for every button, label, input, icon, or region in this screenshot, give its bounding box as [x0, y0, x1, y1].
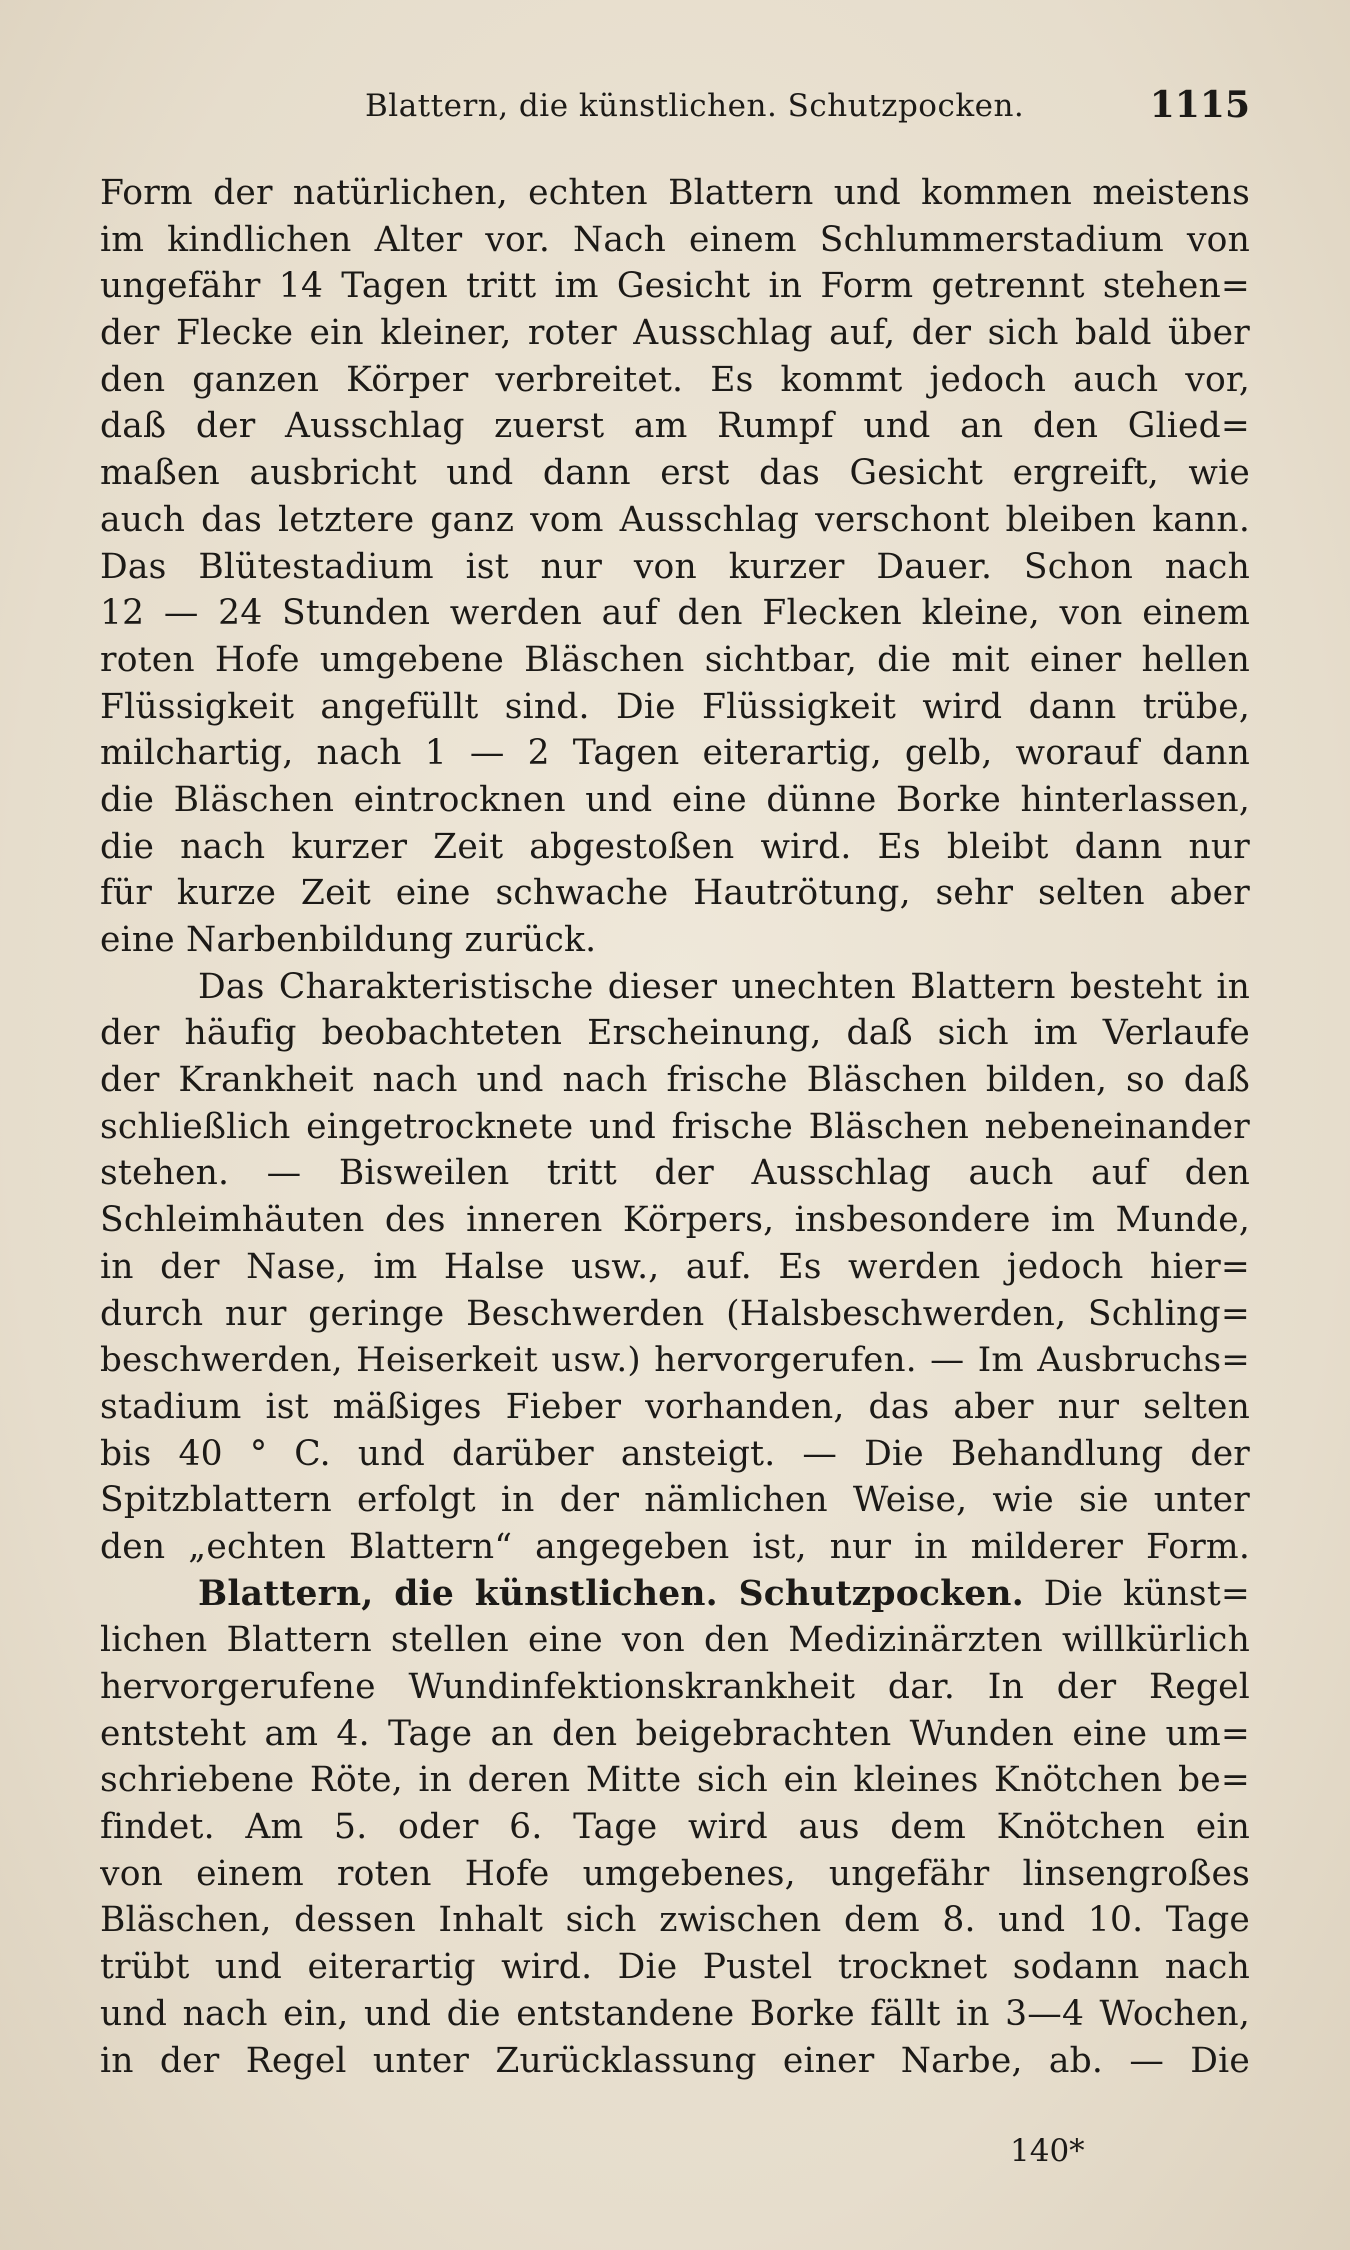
text-line: stehen. — Bisweilen tritt der Ausschlag auch auf den — [100, 1153, 1250, 1194]
text-line: 12 — 24 Stunden werden auf den Flecken kleine, von einem — [100, 593, 1250, 634]
text-line: die Bläschen eintrocknen und eine dünne Borke hinterlassen, — [100, 779, 1250, 820]
text-line: lichen Blattern stellen eine von den Medizinärzten willkürlich — [100, 1620, 1250, 1661]
text-line: bis 40 ° C. und darüber ansteigt. — Die Behandlung der — [100, 1433, 1250, 1474]
text-line: Form der natürlichen, echten Blattern und kommen meistens — [100, 173, 1250, 213]
text-line: ungefähr 14 Tagen tritt im Gesicht in Form getrennt stehen= — [100, 266, 1250, 307]
text-line: stadium ist mäßiges Fieber vorhanden, das aber nur selten — [100, 1386, 1250, 1427]
entry-first-line-rest: Die künst= — [1023, 1573, 1250, 1614]
text-line: Schleimhäuten des inneren Körpers, insbesondere im Munde, — [100, 1200, 1250, 1241]
text-line: maßen ausbricht und dann erst das Gesicht ergreift, wie — [100, 453, 1250, 494]
text-line: von einem roten Hofe umgebenes, ungefähr linsengroßes — [100, 1853, 1250, 1894]
text-line: auch das letztere ganz vom Ausschlag verschont bleiben kann. — [100, 499, 1250, 540]
text-line: im kindlichen Alter vor. Nach einem Schlummerstadium von — [100, 219, 1250, 260]
text-line: der Krankheit nach und nach frische Bläschen bilden, so daß — [100, 1060, 1250, 1101]
body-text — [100, 170, 1250, 2084]
page-number: 1115 — [1149, 84, 1250, 126]
text-line: daß der Ausschlag zuerst am Rumpf und an den Glied= — [100, 406, 1250, 447]
text-line: Flüssigkeit angefüllt sind. Die Flüssigkeit wird dann trübe, — [100, 686, 1250, 727]
text-line: findet. Am 5. oder 6. Tage wird aus dem Knötchen ein — [100, 1807, 1250, 1848]
text-line: die nach kurzer Zeit abgestoßen wird. Es bleibt dann nur — [100, 826, 1250, 867]
text-line: Das Charakteristische dieser unechten Blattern besteht in — [198, 966, 1250, 1007]
entry-heading: Blattern, die künstlichen. Schutzpocken. — [198, 1573, 1024, 1614]
text-line: der Flecke ein kleiner, roter Ausschlag auf, der sich bald über — [100, 313, 1250, 354]
text-line: schriebene Röte, in deren Mitte sich ein kleines Knötchen be= — [100, 1760, 1250, 1801]
running-head: Blattern, die künstlichen. Schutzpocken. — [365, 88, 1025, 124]
text-line: eine Narbenbildung zurück. — [100, 920, 597, 960]
text-line: beschwerden, Heiserkeit usw.) hervorgerufen. — Im Ausbruchs= — [100, 1340, 1250, 1381]
text-line: trübt und eiterartig wird. Die Pustel trocknet sodann nach — [100, 1947, 1250, 1988]
text-line: Spitzblattern erfolgt in der nämlichen Weise, wie sie unter — [100, 1480, 1250, 1521]
entry-first-line — [100, 1571, 1250, 1618]
text-line: durch nur geringe Beschwerden (Halsbeschwerden, Schling= — [100, 1293, 1250, 1334]
text-line: entsteht am 4. Tage an den beigebrachten Wunden eine um= — [100, 1713, 1250, 1754]
page-header — [100, 84, 1250, 138]
text-line: in der Regel unter Zurücklassung einer Narbe, ab. — Die — [100, 2040, 1250, 2081]
text-line: in der Nase, im Halse usw., auf. Es werden jedoch hier= — [100, 1246, 1250, 1287]
text-line: der häufig beobachteten Erscheinung, daß sich im Verlaufe — [100, 1013, 1250, 1054]
text-line: Bläschen, dessen Inhalt sich zwischen dem 8. und 10. Tage — [100, 1900, 1250, 1941]
text-line: milchartig, nach 1 — 2 Tagen eiterartig, gelb, worauf dann — [100, 733, 1250, 774]
text-line: Das Blütestadium ist nur von kurzer Dauer. Schon nach — [100, 546, 1250, 587]
text-line: roten Hofe umgebene Bläschen sichtbar, die mit einer hellen — [100, 639, 1250, 680]
text-line: und nach ein, und die entstandene Borke fällt in 3—4 Wochen, — [100, 1993, 1250, 2034]
text-line: für kurze Zeit eine schwache Hautrötung, sehr selten aber — [100, 873, 1250, 914]
text-line: schließlich eingetrocknete und frische Bläschen nebeneinander — [100, 1106, 1250, 1147]
signature-mark: 140* — [1010, 2133, 1085, 2169]
text-line: den ganzen Körper verbreitet. Es kommt jedoch auch vor, — [100, 359, 1250, 400]
text-line: hervorgerufene Wundinfektionskrankheit dar. In der Regel — [100, 1667, 1250, 1707]
text-line: den „echten Blattern“ angegeben ist, nur in milderer Form. — [100, 1526, 1250, 1567]
